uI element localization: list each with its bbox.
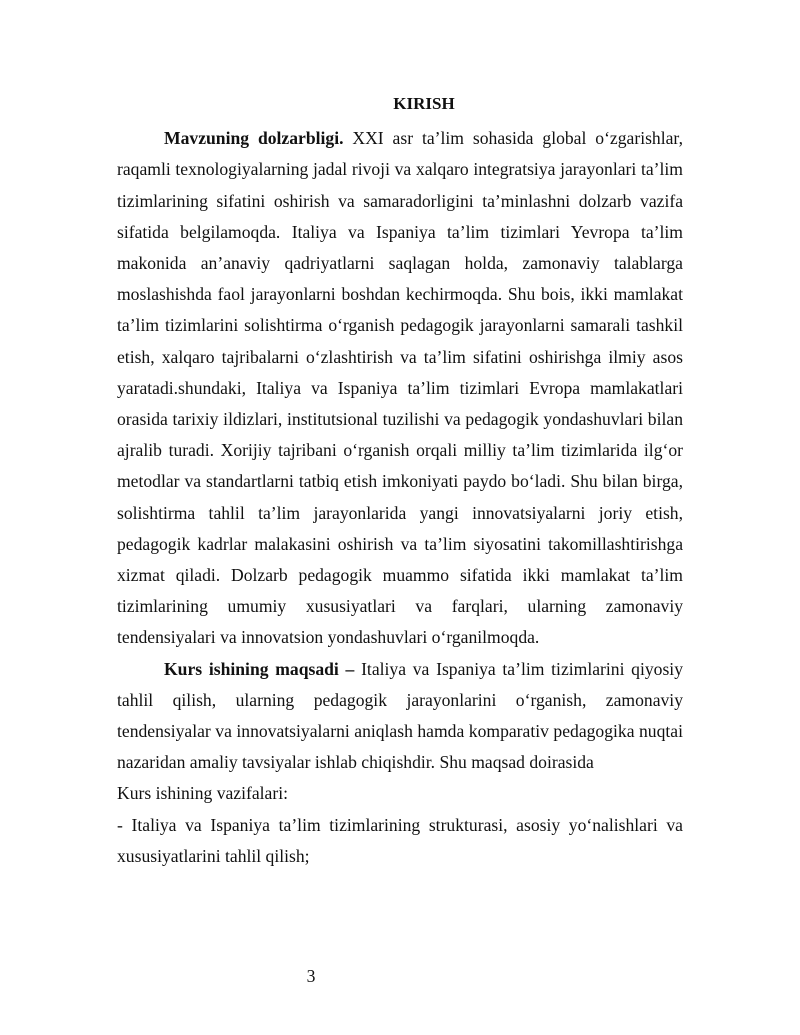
paragraph-text: Italiya va Ispaniya ta’lim tizimlarini qiyosiy tahlil qilish, ularning pedagogik jarayonlarini o‘rganish, zamonaviy tendensiyalar va innovatsiyalarni aniqlash hamda komparativ pedagogika nuqtai nazaridan amaliy tavsiyalar ishlab chiqishdir. Shu maqsad doirasida bbox=[117, 658, 683, 773]
tasks-heading: Kurs ishining vazifalari: bbox=[117, 783, 289, 804]
paragraph-lead: Mavzuning dolzarbligi. bbox=[164, 128, 344, 149]
paragraph-goal bbox=[117, 654, 683, 779]
paragraph-text: XXI asr ta’lim sohasida global o‘zgarishlar, raqamli texnologiyalarning jadal rivoji va xalqaro integratsiya jarayonlari ta’lim tizimlarining sifatini oshirish va samaradorligini ta’minlashni dolzarb vazifa sifatida belgilamoqda. Italiya va Ispaniya ta’lim tizimlari Yevropa ta’lim makonida an’anaviy qadriyatlarni saqlagan holda, zamonaviy talablarga moslashishda faol jarayonlarni boshdan kechirmoqda. Shu bois, ikki mamlakat ta’lim tizimlarini solishtirma o‘rganish pedagogik jarayonlarni samarali tashkil etish, xalqaro tajribalarni o‘zlashtirish va ta’lim sifatini oshirishga ilmiy asos yaratadi.shundaki, Italiya va Ispaniya ta’lim tizimlari Evropa mamlakatlari orasida tarixiy ildizlari, institutsional tuzilishi va pedagogik yondashuvlari bilan ajralib turadi. Xorijiy tajribani o‘rganish orqali milliy ta’lim tizimlarida ilg‘or metodlar va standartlarni tatbiq etish imkoniyati paydo bo‘ladi. Shu bilan birga, solishtirma tahlil ta’lim jarayonlarida yangi innovatsiyalarni joriy etish, pedagogik kadrlar malakasini oshirish va ta’lim siyosatini takomillashtirishga xizmat qiladi. Dolzarb pedagogik muammo sifatida ikki mamlakat ta’lim tizimlarining umumiy xususiyatlari va farqlari, ularning zamonaviy tendensiyalari va innovatsion yondashuvlari o‘rganilmoqda. bbox=[117, 128, 683, 648]
paragraph-lead: Kurs ishining maqsadi – bbox=[164, 658, 355, 679]
page-number: 3 bbox=[306, 966, 316, 986]
paragraph-relevance bbox=[117, 123, 683, 653]
page-title: KIRISH bbox=[393, 94, 455, 113]
task-item: - Italiya va Ispaniya ta’lim tizimlarining strukturasi, asosiy yo‘nalishlari va xususiyatlarini tahlil qilish; bbox=[117, 814, 683, 866]
page-content bbox=[117, 88, 683, 872]
